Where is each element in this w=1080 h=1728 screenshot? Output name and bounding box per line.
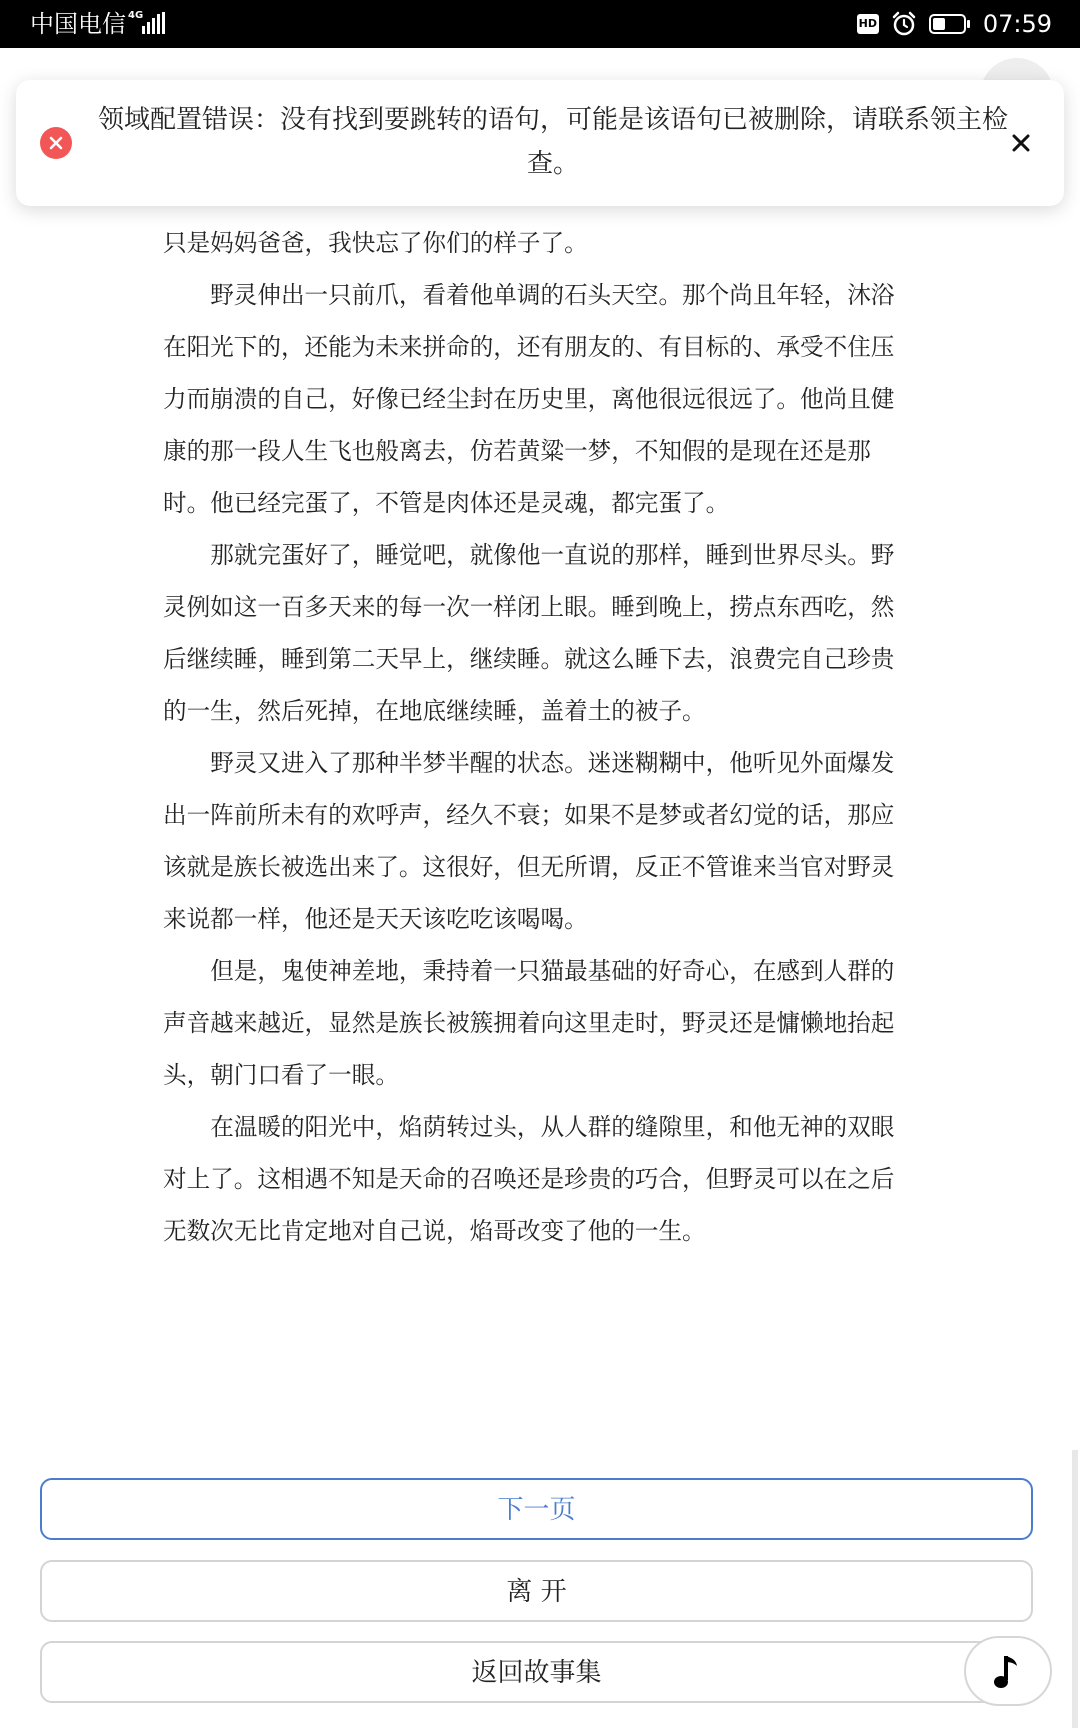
network-type: 4G (128, 10, 144, 21)
music-button[interactable] (964, 1636, 1052, 1706)
status-bar (0, 0, 1080, 48)
error-toast (16, 80, 1064, 206)
music-note-icon (992, 1652, 1024, 1692)
battery-icon (929, 13, 971, 35)
story-paragraph: 野灵伸出一只前爪，看着他单调的石头天空。那个尚且年轻，沐浴在阳光下的，还能为未来拼命的，还有朋友的、有目标的、承受不住压力而崩溃的自己，好像已经尘封在历史里，离他很远很远了。他尚且健康的那一段人生飞也般离去，仿若黄粱一梦，不知假的是现在还是那时。他已经完蛋了，不管是肉体还是灵魂，都完蛋了。 (163, 281, 895, 517)
signal-icon (128, 10, 166, 36)
carrier-name: 中国电信 (30, 10, 126, 38)
error-icon (40, 127, 72, 159)
hd-badge: HD (857, 14, 879, 34)
story-paragraph: 但是，鬼使神差地，秉持着一只猫最基础的好奇心，在感到人群的声音越来越近，显然是族长被簇拥着向这里走时，野灵还是慵懒地抬起头，朝门口看了一眼。 (163, 957, 895, 1089)
story-text (163, 217, 913, 1257)
story-paragraph: 在温暖的阳光中，焰荫转过头，从人群的缝隙里，和他无神的双眼对上了。这相遇不知是天命的召唤还是珍贵的巧合，但野灵可以在之后无数次无比肯定地对自己说，焰哥改变了他的一生。 (163, 1113, 895, 1245)
toast-message: 领域配置错误：没有找到要跳转的语句，可能是该语句已被删除，请联系领主检查。 (97, 105, 1008, 179)
leave-button[interactable]: 离 开 (40, 1560, 1033, 1622)
story-paragraph: 那就完蛋好了，睡觉吧，就像他一直说的那样，睡到世界尽头。野灵例如这一百多天来的每一次一样闭上眼。睡到晚上，捞点东西吃，然后继续睡，睡到第二天早上，继续睡。就这么睡下去，浪费完自己珍贵的一生，然后死掉，在地底继续睡，盖着土的被子。 (163, 541, 895, 725)
status-icons (857, 8, 1052, 40)
back-to-stories-button[interactable]: 返回故事集 (40, 1641, 1033, 1703)
story-paragraph: 野灵又进入了那种半梦半醒的状态。迷迷糊糊中，他听见外面爆发出一阵前所未有的欢呼声，经久不衰；如果不是梦或者幻觉的话，那应该就是族长被选出来了。这很好，但无所谓，反正不管谁来当官对野灵来说都一样，他还是天天该吃吃该喝喝。 (163, 749, 895, 933)
close-icon[interactable] (1008, 130, 1034, 156)
story-paragraph: 只是妈妈爸爸，我快忘了你们的样子了。 (163, 229, 588, 257)
clock: 07:59 (982, 10, 1052, 38)
alarm-icon (891, 11, 917, 37)
next-page-button[interactable]: 下一页 (40, 1478, 1033, 1540)
scrollbar[interactable] (1072, 1450, 1078, 1728)
